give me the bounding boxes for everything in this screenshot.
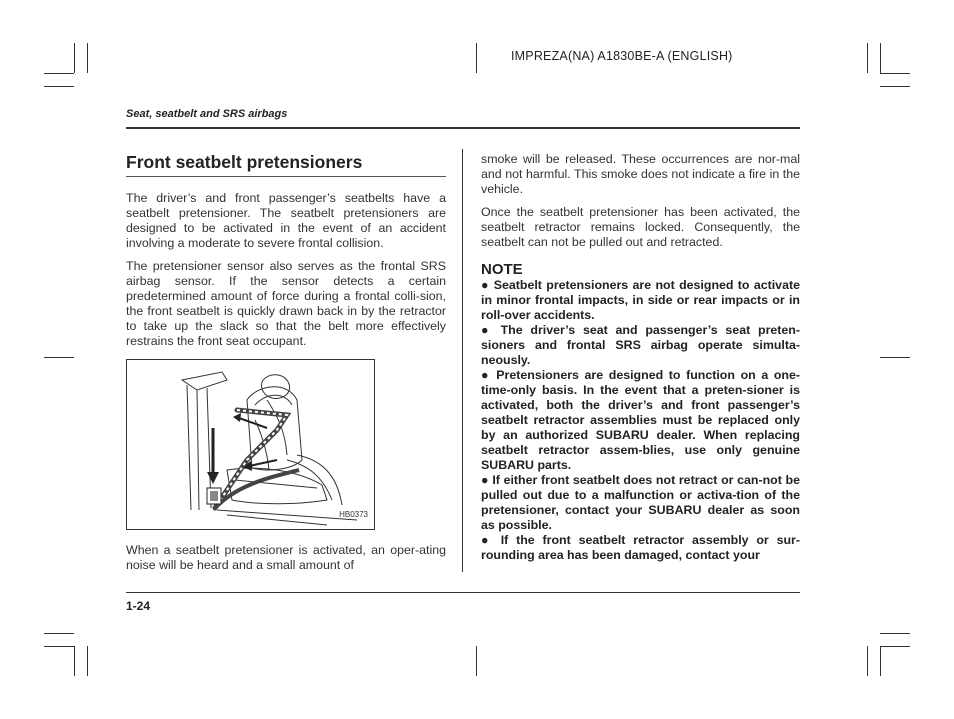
crop-mark xyxy=(44,633,74,634)
crop-mark xyxy=(880,43,881,73)
paragraph: The pretensioner sensor also serves as the frontal SRS airbag sensor. If the sensor detects a certain predetermined amount of force during a frontal colli-sion, the front seatbelt is quickly drawn back in by the retractor to take up the slack so that the belt more effectively restrains the front seat occupant. xyxy=(126,259,446,348)
crop-mark xyxy=(87,646,88,676)
crop-mark xyxy=(44,73,74,74)
crop-mark xyxy=(880,633,910,634)
note-item: ● If the front seatbelt retractor assembly or sur-rounding area has been damaged, contact your xyxy=(481,533,800,562)
note-item: ● The driver’s seat and passenger’s seat preten-sioners and frontal SRS airbag operate simulta-neously. xyxy=(481,323,800,367)
crop-mark xyxy=(867,43,868,73)
right-column xyxy=(481,152,800,563)
crop-mark xyxy=(880,646,881,676)
crop-mark xyxy=(476,43,477,73)
crop-mark xyxy=(44,86,74,87)
column-divider xyxy=(462,149,463,572)
footer-rule xyxy=(126,592,800,593)
crop-mark xyxy=(87,43,88,73)
crop-mark xyxy=(44,646,74,647)
crop-mark xyxy=(74,43,75,73)
crop-mark xyxy=(880,357,910,358)
paragraph: smoke will be released. These occurrences are nor-mal and not harmful. This smoke does not indicate a fire in the vehicle. xyxy=(481,152,800,196)
paragraph: The driver’s and front passenger’s seatbelts have a seatbelt pretensioner. The seatbelt pretensioners are designed to be activated in the event of an accident involving a moderate to severe frontal collision. xyxy=(126,191,446,250)
paragraph: When a seatbelt pretensioner is activated, an oper-ating noise will be heard and a small amount of xyxy=(126,543,446,572)
paragraph: Once the seatbelt pretensioner has been activated, the seatbelt retractor remains locked. Consequently, the seatbelt can not be pulled out and retracted. xyxy=(481,205,800,249)
crop-mark xyxy=(880,646,910,647)
crop-mark xyxy=(880,86,910,87)
crop-mark xyxy=(880,73,910,74)
left-column xyxy=(126,152,446,581)
crop-mark xyxy=(867,646,868,676)
crop-mark xyxy=(74,646,75,676)
seatbelt-illustration xyxy=(126,359,375,530)
figure-code: HB0373 xyxy=(339,510,368,519)
document-code: IMPREZA(NA) A1830BE-A (ENGLISH) xyxy=(511,49,733,63)
note-item: ● Seatbelt pretensioners are not designed to activate in minor frontal impacts, in side or rear impacts or in roll-over accidents. xyxy=(481,278,800,322)
crop-mark xyxy=(44,357,74,358)
note-item: ● Pretensioners are designed to function on a one-time-only basis. In the event that a preten-sioner is activated, both the driver’s and front passenger’s seatbelt retractor assemblies must be replaced only by an authorized SUBARU dealer. When replacing seatbelt retractor assem-blies, use only genuine SUBARU parts. xyxy=(481,368,800,472)
page-heading: Front seatbelt pretensioners xyxy=(126,152,446,177)
section-title: Seat, seatbelt and SRS airbags xyxy=(126,108,288,120)
note-item: ● If either front seatbelt does not retract or can-not be pulled out due to a malfunction or activa-tion of the pretensioner, contact your SUBARU dealer as soon as possible. xyxy=(481,473,800,532)
note-heading: NOTE xyxy=(481,261,523,278)
header-rule xyxy=(126,127,800,129)
crop-mark xyxy=(476,646,477,676)
seatbelt-diagram xyxy=(127,360,374,529)
page-number: 1-24 xyxy=(126,599,151,613)
